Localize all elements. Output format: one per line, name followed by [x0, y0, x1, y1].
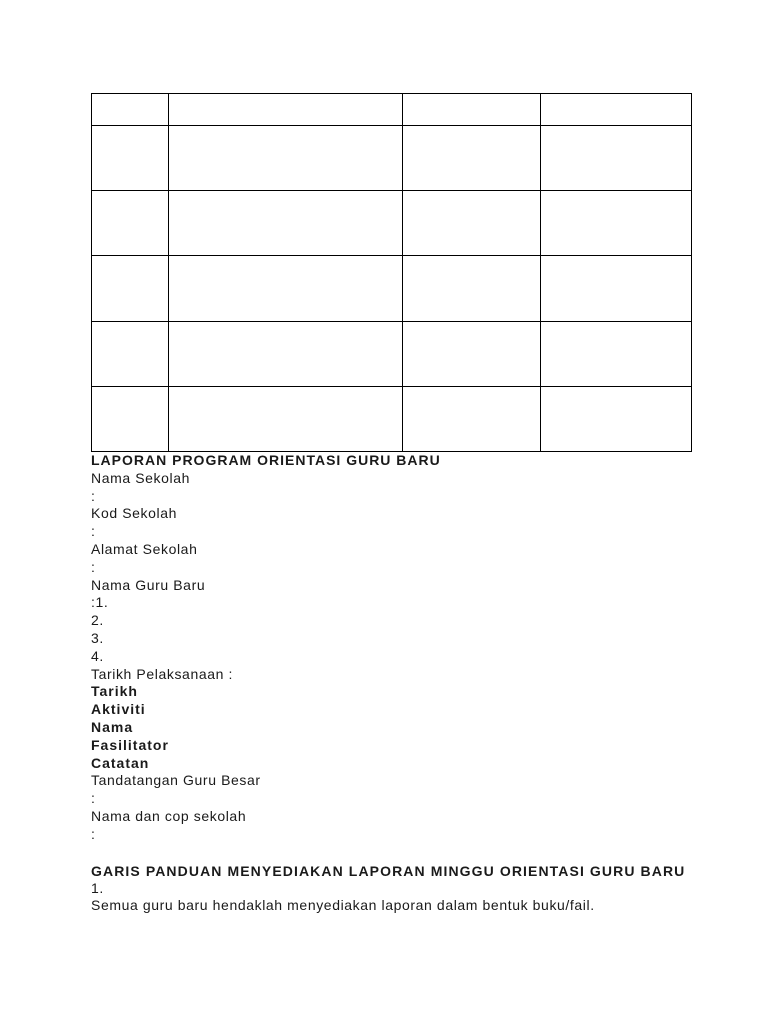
table-cell: [403, 386, 541, 451]
teacher-list-item: 2.: [91, 612, 104, 629]
table-row: [92, 256, 692, 321]
school-stamp-separator: :: [91, 825, 96, 842]
signature-label: Tandatangan Guru Besar: [91, 772, 261, 789]
table-cell: [169, 126, 403, 191]
table-cell: [92, 321, 169, 386]
table-cell: [92, 386, 169, 451]
implementation-date-label: Tarikh Pelaksanaan :: [91, 665, 233, 682]
table-cell: [541, 256, 692, 321]
table-cell: [92, 191, 169, 256]
table-row: [92, 126, 692, 191]
guide-item-text: Semua guru baru hendaklah menyediakan laporan dalam bentuk buku/fail.: [91, 897, 595, 914]
column-header-name: Nama: [91, 718, 134, 735]
table-cell: [169, 94, 403, 126]
table-cell: [169, 321, 403, 386]
new-teacher-label: Nama Guru Baru: [91, 576, 206, 593]
table-cell: [92, 126, 169, 191]
school-address-separator: :: [91, 558, 96, 575]
column-header-facilitator: Fasilitator: [91, 736, 169, 753]
table-cell: [403, 256, 541, 321]
table-row: [92, 386, 692, 451]
table-cell: [169, 256, 403, 321]
table-cell: [92, 256, 169, 321]
table-cell: [169, 191, 403, 256]
table-cell: [169, 386, 403, 451]
table-row: [92, 321, 692, 386]
school-name-label: Nama Sekolah: [91, 469, 191, 486]
table-cell: [541, 321, 692, 386]
school-address-label: Alamat Sekolah: [91, 540, 198, 557]
table-cell: [541, 94, 692, 126]
table-cell: [92, 94, 169, 126]
guide-title: GARIS PANDUAN MENYEDIAKAN LAPORAN MINGGU ORIENTASI GURU BARU: [91, 862, 686, 879]
teacher-list-item: 3.: [91, 629, 104, 646]
table-cell: [403, 191, 541, 256]
table-cell: [541, 191, 692, 256]
column-header-activity: Aktiviti: [91, 701, 146, 718]
table-cell: [541, 386, 692, 451]
table-cell: [403, 94, 541, 126]
school-code-label: Kod Sekolah: [91, 505, 177, 522]
school-stamp-label: Nama dan cop sekolah: [91, 807, 247, 824]
signature-separator: :: [91, 790, 96, 807]
table-cell: [541, 126, 692, 191]
teacher-list-item: 4.: [91, 647, 104, 664]
school-name-separator: :: [91, 487, 96, 504]
school-code-separator: :: [91, 523, 96, 540]
document-body: [91, 452, 701, 915]
table-header-row: [92, 94, 692, 126]
report-title: LAPORAN PROGRAM ORIENTASI GURU BARU: [91, 452, 441, 468]
guide-item-number: 1.: [91, 879, 104, 896]
activity-table: [91, 93, 692, 452]
spacer: [91, 844, 701, 862]
teacher-list-item: :1.: [91, 594, 109, 611]
column-header-date: Tarikh: [91, 683, 138, 700]
table-cell: [403, 321, 541, 386]
table-cell: [403, 126, 541, 191]
column-header-notes: Catatan: [91, 754, 150, 771]
table-row: [92, 191, 692, 256]
